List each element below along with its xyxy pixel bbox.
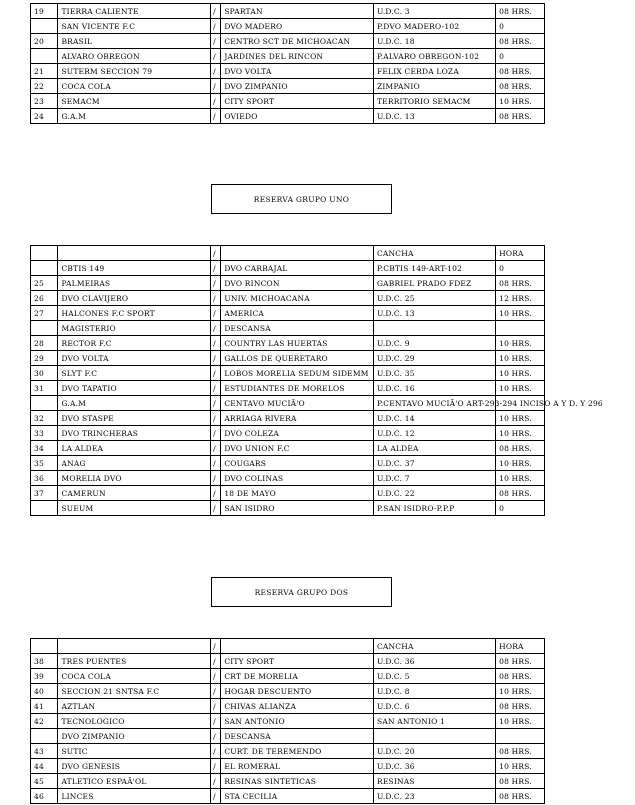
field-cell: U.D.C. 12 [373, 426, 495, 441]
field-cell: U.D.C. 18 [373, 34, 495, 49]
home-team-cell: PALMEIRAS [58, 276, 211, 291]
home-team-cell: G.A.M [58, 396, 211, 411]
match-number-cell: 32 [31, 411, 58, 426]
time-cell: 08 HRS. [496, 699, 545, 714]
away-team-cell: RESINAS SINTETICAS [221, 774, 374, 789]
time-cell: 10 HRS. [496, 381, 545, 396]
table-row [31, 654, 545, 669]
home-team-cell: G.A.M [58, 109, 211, 124]
match-number-cell [31, 729, 58, 744]
header-field: CANCHA [373, 246, 495, 261]
away-team-cell: CURT. DE TEREMENDO [221, 744, 374, 759]
home-team-cell: COCA COLA [58, 669, 211, 684]
separator-cell: / [211, 684, 221, 699]
away-team-cell: CHIVAS ALIANZA [221, 699, 374, 714]
away-team-cell: SAN ANTONIO [221, 714, 374, 729]
match-number-cell: 22 [31, 79, 58, 94]
schedule-table-group-one [30, 245, 603, 516]
header-match-number [31, 639, 58, 654]
away-team-cell: HOGAR DESCUENTO [221, 684, 374, 699]
separator-cell: / [211, 34, 221, 49]
field-cell: U.D.C. 22 [373, 486, 495, 501]
field-cell: U.D.C. 20 [373, 744, 495, 759]
table-row [31, 19, 545, 34]
match-number-cell: 28 [31, 336, 58, 351]
away-team-cell: DESCANSA [221, 321, 374, 336]
field-cell: U.D.C. 6 [373, 699, 495, 714]
away-team-cell: EL ROMERAL [221, 759, 374, 774]
away-team-cell: DVO MADERO [221, 19, 374, 34]
header-away-team [221, 246, 374, 261]
table-row [31, 4, 545, 19]
home-team-cell: BRASIL [58, 34, 211, 49]
time-cell: 10 HRS. [496, 306, 545, 321]
field-cell: U.D.C. 23 [373, 789, 495, 804]
match-number-cell: 46 [31, 789, 58, 804]
away-team-cell: DVO UNION F.C [221, 441, 374, 456]
table-row [31, 49, 545, 64]
away-team-cell: UNIV. MICHOACANA [221, 291, 374, 306]
table-row [31, 789, 545, 804]
field-cell: RESINAS [373, 774, 495, 789]
away-team-cell: DVO CARBAJAL [221, 261, 374, 276]
time-cell: 08 HRS. [496, 34, 545, 49]
time-cell: 08 HRS. [496, 4, 545, 19]
time-cell: 08 HRS. [496, 486, 545, 501]
match-number-cell: 23 [31, 94, 58, 109]
table-row [31, 64, 545, 79]
away-team-cell: LOBOS MORELIA SEDUM SIDEMM [221, 366, 374, 381]
field-cell [373, 321, 495, 336]
field-cell: GABRIEL PRADO FDEZ [373, 276, 495, 291]
table-row [31, 366, 545, 381]
home-team-cell: SAN VICENTE F.C [58, 19, 211, 34]
header-separator: / [211, 246, 221, 261]
separator-cell: / [211, 714, 221, 729]
field-cell: U.D.C. 9 [373, 336, 495, 351]
field-cell: U.D.C. 25 [373, 291, 495, 306]
away-team-cell: DVO VOLTA [221, 64, 374, 79]
separator-cell: / [211, 321, 221, 336]
time-cell: 0 [496, 261, 545, 276]
home-team-cell: SUEUM [58, 501, 211, 516]
separator-cell: / [211, 19, 221, 34]
reserve-group-two-title [211, 577, 392, 607]
field-cell: U.D.C. 14 [373, 411, 495, 426]
table-header-row [31, 639, 545, 654]
home-team-cell: DVO ZIMPANIO [58, 729, 211, 744]
field-cell: U.D.C. 16 [373, 381, 495, 396]
match-number-cell: 19 [31, 4, 58, 19]
field-cell: FELIX CERDA LOZA [373, 64, 495, 79]
table-row [31, 426, 545, 441]
separator-cell: / [211, 426, 221, 441]
field-cell: P.SAN ISIDRO-P.P.P [373, 501, 495, 516]
separator-cell: / [211, 4, 221, 19]
field-cell: P.DVO MADERO-102 [373, 19, 495, 34]
match-number-cell [31, 321, 58, 336]
separator-cell: / [211, 276, 221, 291]
table-row [31, 261, 545, 276]
match-number-cell: 41 [31, 699, 58, 714]
time-cell: 10 HRS. [496, 714, 545, 729]
separator-cell: / [211, 396, 221, 411]
match-number-cell [31, 261, 58, 276]
field-cell: U.D.C. 37 [373, 456, 495, 471]
away-team-cell: ARRIAGA RIVERA [221, 411, 374, 426]
match-number-cell: 39 [31, 669, 58, 684]
field-cell: U.D.C. 8 [373, 684, 495, 699]
home-team-cell: DVO STASPE [58, 411, 211, 426]
time-cell: 08 HRS. [496, 789, 545, 804]
away-team-cell: STA CECILIA [221, 789, 374, 804]
header-home-team [58, 639, 211, 654]
away-team-cell: ESTUDIANTES DE MORELOS [221, 381, 374, 396]
time-cell: 08 HRS. [496, 774, 545, 789]
time-cell: 10 HRS. [496, 471, 545, 486]
match-number-cell: 24 [31, 109, 58, 124]
away-team-cell: CENTRO SCT DE MICHOACAN [221, 34, 374, 49]
separator-cell: / [211, 366, 221, 381]
home-team-cell: RECTOR F.C [58, 336, 211, 351]
table-row [31, 79, 545, 94]
time-cell: 0 [496, 19, 545, 34]
match-number-cell: 31 [31, 381, 58, 396]
time-cell: 08 HRS. [496, 669, 545, 684]
home-team-cell: SLYT F.C [58, 366, 211, 381]
match-number-cell: 35 [31, 456, 58, 471]
time-cell: 10 HRS. [496, 411, 545, 426]
time-cell: 10 HRS. [496, 351, 545, 366]
field-cell: U.D.C. 13 [373, 306, 495, 321]
match-number-cell [31, 19, 58, 34]
home-team-cell: TRES PUENTES [58, 654, 211, 669]
table-row [31, 486, 545, 501]
table-row [31, 351, 545, 366]
away-team-cell: CRT DE MORELIA [221, 669, 374, 684]
table-row [31, 336, 545, 351]
separator-cell: / [211, 351, 221, 366]
time-cell: 08 HRS. [496, 79, 545, 94]
field-cell: P.ALVARO OBREGON-102 [373, 49, 495, 64]
time-cell: 12 HRS. [496, 291, 545, 306]
time-cell [496, 321, 545, 336]
home-team-cell: CBTIS 149 [58, 261, 211, 276]
field-cell: U.D.C. 5 [373, 669, 495, 684]
away-team-cell: 18 DE MAYO [221, 486, 374, 501]
time-cell: 08 HRS. [496, 276, 545, 291]
away-team-cell: SPARTAN [221, 4, 374, 19]
away-team-cell: COUGARS [221, 456, 374, 471]
separator-cell: / [211, 94, 221, 109]
match-number-cell [31, 501, 58, 516]
separator-cell: / [211, 49, 221, 64]
separator-cell: / [211, 669, 221, 684]
table-row [31, 774, 545, 789]
table-row [31, 501, 545, 516]
header-time: HORA [496, 639, 545, 654]
time-cell: 10 HRS. [496, 456, 545, 471]
match-number-cell: 44 [31, 759, 58, 774]
match-number-cell: 45 [31, 774, 58, 789]
match-number-cell: 29 [31, 351, 58, 366]
home-team-cell: ANAG [58, 456, 211, 471]
home-team-cell: COCA COLA [58, 79, 211, 94]
match-number-cell: 25 [31, 276, 58, 291]
separator-cell: / [211, 291, 221, 306]
away-team-cell: COUNTRY LAS HUERTAS [221, 336, 374, 351]
home-team-cell: DVO TAPATIO [58, 381, 211, 396]
home-team-cell: SEMACM [58, 94, 211, 109]
time-cell: 08 HRS. [496, 109, 545, 124]
field-cell: TERRITORIO SEMACM [373, 94, 495, 109]
header-home-team [58, 246, 211, 261]
home-team-cell: MAGISTERIO [58, 321, 211, 336]
match-number-cell: 26 [31, 291, 58, 306]
match-number-cell: 21 [31, 64, 58, 79]
table-row [31, 34, 545, 49]
home-team-cell: ATLETICO ESPAÃ'OL [58, 774, 211, 789]
separator-cell: / [211, 486, 221, 501]
home-team-cell: DVO TRINCHERAS [58, 426, 211, 441]
separator-cell: / [211, 501, 221, 516]
home-team-cell: DVO CLAVIJERO [58, 291, 211, 306]
separator-cell: / [211, 336, 221, 351]
table-header-row [31, 246, 545, 261]
field-cell: ZIMPANIO [373, 79, 495, 94]
table-row [31, 396, 545, 411]
time-cell: 10 HRS. [496, 336, 545, 351]
table-row [31, 109, 545, 124]
table-row [31, 441, 545, 456]
header-separator: / [211, 639, 221, 654]
home-team-cell: CAMERUN [58, 486, 211, 501]
table-row [31, 729, 545, 744]
home-team-cell: DVO GENESIS [58, 759, 211, 774]
separator-cell: / [211, 654, 221, 669]
table-row [31, 276, 545, 291]
home-team-cell: TECNOLOGICO [58, 714, 211, 729]
away-team-cell: DVO COLEZA [221, 426, 374, 441]
match-number-cell: 38 [31, 654, 58, 669]
field-cell: U.D.C. 36 [373, 759, 495, 774]
field-cell: LA ALDEA [373, 441, 495, 456]
home-team-cell: TIERRA CALIENTE [58, 4, 211, 19]
table-row [31, 381, 545, 396]
match-number-cell: 40 [31, 684, 58, 699]
match-number-cell: 34 [31, 441, 58, 456]
table-row [31, 759, 545, 774]
match-number-cell: 36 [31, 471, 58, 486]
separator-cell: / [211, 381, 221, 396]
match-number-cell [31, 396, 58, 411]
field-cell: U.D.C. 36 [373, 654, 495, 669]
time-cell: 10 HRS. [496, 366, 545, 381]
match-number-cell: 20 [31, 34, 58, 49]
field-cell: P.CENTAVO MUCIÃ'O ART-293-294 INCISO A Y D. Y 296 [373, 396, 495, 411]
table-row [31, 321, 545, 336]
match-number-cell: 43 [31, 744, 58, 759]
table-row [31, 669, 545, 684]
separator-cell: / [211, 744, 221, 759]
away-team-cell: OVIEDO [221, 109, 374, 124]
table-row [31, 291, 545, 306]
away-team-cell: DESCANSA [221, 729, 374, 744]
table-row [31, 684, 545, 699]
away-team-cell: CENTAVO MUCIÃ'O [221, 396, 374, 411]
match-number-cell: 42 [31, 714, 58, 729]
home-team-cell: ALVARO OBREGON [58, 49, 211, 64]
separator-cell: / [211, 456, 221, 471]
table-row [31, 714, 545, 729]
table-row [31, 471, 545, 486]
separator-cell: / [211, 64, 221, 79]
home-team-cell: HALCONES F.C SPORT [58, 306, 211, 321]
header-field: CANCHA [373, 639, 495, 654]
reserve-group-one-title [211, 184, 392, 214]
away-team-cell: DVO ZIMPANIO [221, 79, 374, 94]
schedule-table-group-two [30, 638, 545, 804]
field-cell [373, 729, 495, 744]
reserve-group-one-label: RESERVA GRUPO UNO [253, 194, 350, 204]
field-cell: U.D.C. 29 [373, 351, 495, 366]
away-team-cell: CITY SPORT [221, 94, 374, 109]
separator-cell: / [211, 729, 221, 744]
separator-cell: / [211, 411, 221, 426]
header-away-team [221, 639, 374, 654]
time-cell: 10 HRS. [496, 94, 545, 109]
away-team-cell: DVO COLINAS [221, 471, 374, 486]
away-team-cell: JARDINES DEL RINCON [221, 49, 374, 64]
time-cell: 08 HRS. [496, 64, 545, 79]
home-team-cell: SUTIC [58, 744, 211, 759]
field-cell: P.CBTIS 149-ART-102 [373, 261, 495, 276]
away-team-cell: DVO RINCON [221, 276, 374, 291]
time-cell: 08 HRS. [496, 441, 545, 456]
away-team-cell: AMERICA [221, 306, 374, 321]
away-team-cell: SAN ISIDRO [221, 501, 374, 516]
match-number-cell: 33 [31, 426, 58, 441]
home-team-cell: LA ALDEA [58, 441, 211, 456]
match-number-cell [31, 49, 58, 64]
time-cell [496, 729, 545, 744]
time-cell: 10 HRS. [496, 759, 545, 774]
separator-cell: / [211, 306, 221, 321]
home-team-cell: DVO VOLTA [58, 351, 211, 366]
time-cell: 0 [496, 501, 545, 516]
separator-cell: / [211, 109, 221, 124]
field-cell: U.D.C. 35 [373, 366, 495, 381]
separator-cell: / [211, 261, 221, 276]
home-team-cell: SUTERM SECCION 79 [58, 64, 211, 79]
table-row [31, 744, 545, 759]
reserve-group-two-label: RESERVA GRUPO DOS [254, 587, 349, 597]
separator-cell: / [211, 759, 221, 774]
schedule-table-top [30, 3, 545, 124]
separator-cell: / [211, 441, 221, 456]
table-row [31, 411, 545, 426]
field-cell: SAN ANTONIO 1 [373, 714, 495, 729]
home-team-cell: AZTLAN [58, 699, 211, 714]
time-cell: 08 HRS. [496, 654, 545, 669]
away-team-cell: CITY SPORT [221, 654, 374, 669]
separator-cell: / [211, 789, 221, 804]
time-cell: 10 HRS. [496, 426, 545, 441]
home-team-cell: SECCION 21 SNTSA F.C [58, 684, 211, 699]
match-number-cell: 30 [31, 366, 58, 381]
table-row [31, 456, 545, 471]
time-cell: 10 HRS. [496, 684, 545, 699]
table-row [31, 94, 545, 109]
separator-cell: / [211, 774, 221, 789]
separator-cell: / [211, 699, 221, 714]
away-team-cell: GALLOS DE QUERETARO [221, 351, 374, 366]
table-row [31, 699, 545, 714]
field-cell: U.D.C. 7 [373, 471, 495, 486]
header-match-number [31, 246, 58, 261]
field-cell: U.D.C. 13 [373, 109, 495, 124]
table-row [31, 306, 545, 321]
home-team-cell: LINCES [58, 789, 211, 804]
header-time: HORA [496, 246, 545, 261]
time-cell: 08 HRS. [496, 744, 545, 759]
field-cell: U.D.C. 3 [373, 4, 495, 19]
time-cell: 0 [496, 49, 545, 64]
home-team-cell: MORELIA DVO [58, 471, 211, 486]
match-number-cell: 27 [31, 306, 58, 321]
match-number-cell: 37 [31, 486, 58, 501]
separator-cell: / [211, 79, 221, 94]
separator-cell: / [211, 471, 221, 486]
